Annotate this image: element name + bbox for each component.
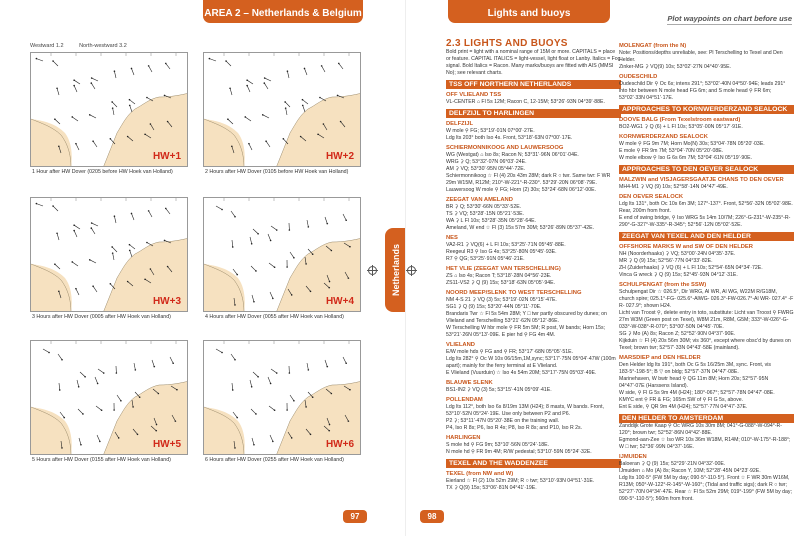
hw-label: HW+5: [152, 439, 181, 450]
light-entry: ZS11-VS2 ⚳ Q (9) 15s; 53°18'·63N 05°05'·94E.: [446, 280, 556, 286]
light-entry: E mole ⚲ FR 9m 7M; 53°04'·70N 05°20'·08E.: [619, 148, 724, 154]
light-entry: W mole ⚲ FG; 53°19'·01N 07°00'·27E.: [446, 128, 535, 134]
right-page: [405, 0, 810, 536]
light-entry: S mole hd ⚲ FG 9m; 53°10'·56N 05°24'·18E.: [446, 442, 550, 448]
light-entry: NM 4-S 21 ⚳ VQ (3) 5s; 53°19'·02N 05°15'·47E.: [446, 297, 557, 303]
subheading: BLAUWE SLENK: [446, 380, 493, 386]
registration-mark-icon: [407, 266, 416, 275]
tidal-stream-chart: [30, 197, 188, 312]
page-number: 97: [343, 510, 367, 523]
tidal-map-icon: [204, 53, 361, 167]
chart-caption: 6 Hours after HW Dover (0255 after HW Hoek van Holland): [205, 457, 344, 463]
region-heading: APPROACHES TO DEN OEVER SEALOCK: [619, 165, 794, 174]
subheading: IJMUIDEN: [619, 454, 647, 460]
hw-label: HW+6: [325, 439, 354, 450]
light-entry: TS ⚳ VQ; 53°28'·15N 05°21'·53E.: [446, 211, 524, 217]
chart-caption: 3 Hours after HW Dover (0005 after HW Hoek van Holland): [32, 314, 171, 320]
light-entry: BS1-IN2 ⚳ VQ (3) 5s; 53°15'·41N 05°09'·41E.: [446, 387, 552, 393]
light-entry: WA ⚳ L Fl 10s; 53°28'·35N 05°28'·64E.: [446, 218, 536, 224]
light-entry: ZS ⌂ Iso 4s; Racon T; 53°18'·28N 04°56'·23E.: [446, 273, 552, 279]
section-header-tab: Lights and buoys: [448, 0, 610, 23]
light-entry: Lauwersoog W mole ⚲ FG; Horn (2) 30s; 53°24'·68N 06°12'·00E.: [446, 187, 597, 193]
light-entry: Zanddijk Grote Kaap ⚲ Oc WRG 10s 30m 8M; 041°-G-088°-W-094°-R-120°; brown twr; 52°52'·86N 04°42'·88E.: [619, 423, 783, 436]
chart-caption: 4 Hours after HW Dover (0055 after HW Hoek van Holland): [205, 314, 344, 320]
subheading: HET VLIE (ZEEGAT VAN TERSCHELLING): [446, 266, 561, 272]
text-column-1: [446, 40, 621, 492]
light-entry: VA2-R1 ⚳ VQ(6) + L Fl 10s; 53°25'·71N 05°45'·88E.: [446, 242, 566, 248]
light-entry: Schiermonnikoog ☆ Fl (4) 20s 43m 28M; dark R ○ twr. Same twr: F WR 29m W15M, R12M; 210°-W-221°-R-230°. 53°29'·20N 06°08'·79E.: [446, 173, 611, 186]
tidal-map-icon: [31, 53, 188, 167]
light-entry: WRG ⚳ Q; 53°32'·07N 06°03'·24E.: [446, 159, 527, 165]
region-heading: TEXEL AND THE WADDENZEE: [446, 459, 621, 468]
text-column-2: [619, 40, 794, 503]
light-entry: ZH (Zuiderhaaks) ⚳ VQ (6) + L Fl 10s; 52°54'·65N 04°34'·72E.: [619, 265, 763, 271]
area-header-tab: AREA 2 – Netherlands & Belgium: [203, 0, 363, 23]
light-entry: WG (Westgat) ⌂ Iso 8s; Racon N; 53°31'·96N 06°01'·04E.: [446, 152, 579, 158]
light-entry: Ldg lts 100·5° (FW 5M by day; 090·5°-110·5°). Front ☆ F WR 30m W16M, R13M; 050°-W-122°-R-145°-W-160°; (Tidal and traffic sigs); dark R ○ twr; 52°27'·70N 04°34'·47E. Rear ☆ Fl 5s 52m 29M; 019°-199° (FW 5M by day; 090·5°-110·5°); 560m from front.: [619, 475, 792, 502]
light-entry: Vinca G wreck ⚳ Q (9) 15s; 52°45'·93N 04°12'·31E.: [619, 272, 738, 278]
light-entry: BR ⚳ Q; 53°30'·66N 05°33'·52E.: [446, 204, 522, 210]
chart-caption: 1 Hour after HW Dover (0205 before HW Hoek van Holland): [32, 169, 173, 175]
light-entry: W side, ⚲ Fl G 5s 9m 4M (H24); 180°-067°; 52°57'·78N 04°47'·08E.: [619, 390, 775, 396]
light-entry: W mole elbow ⚲ Iso G 6s 6m 7M; 53°04'·61N 05°19'·90E.: [619, 155, 753, 161]
light-entry: Ameland, W end ☆ Fl (3) 15s 57m 30M; 53°26'·89N 05°37'·42E.: [446, 225, 595, 231]
light-entry: W Terschelling W hbr mole ⚲ FR 5m 5M; R post, W bands; Horn 15s; 53°21'·26N 05°13'·09E. E pier hd ⚲ FG 4m 4M.: [446, 325, 606, 338]
subheading: VLIELAND: [446, 342, 475, 348]
region-heading: DELFZIJL TO HARLINGEN: [446, 109, 621, 118]
light-entry: P4, Iso R 8s; P6, Iso R 4s; P8, Iso R 8s; and P10, Iso R 2s.: [446, 425, 583, 431]
subheading: NES: [446, 235, 458, 241]
light-entry: Reegeul R3 ⚲ Iso G 4s; 53°25'·80N 05°45'·93E.: [446, 249, 557, 255]
light-entry: Ldg lts 112°, both Iso 6s 8/19m 13M (H24); 8 masts, W bands. Front, 53°10'·52N 05°24'·19E. Use only between P2 and P6.: [446, 404, 604, 417]
light-entry: Brandaris Twr ☆ Fl 5s 54m 28M; Y □ twr partly obscured by dunes; on Vlieland and Terschelling 53°21'·62N 05°12'·86E.: [446, 311, 607, 324]
subheading: OFF VLIELAND TSS: [446, 92, 502, 98]
registration-mark-icon: [368, 266, 377, 275]
light-entry: E end of swing bridge, ⚲ Iso WRG 5s 14m 10/7M; 226°-G-231°-W-235°-R-290°-G-327°-W-335°-R-345°; 52°56'·12N 05°02'·52E.: [619, 215, 791, 228]
light-entry: NH (Noorderhaaks) ⚳ VQ; 53°00'·24N 04°35'·37E.: [619, 251, 736, 257]
subheading: SCHIERMONNIKOOG AND LAUWERSOOG: [446, 145, 564, 151]
light-entry: W mole ⚲ FG 9m 7M; Horn Mo(N) 30s; 53°04'·78N 05°20'·03E.: [619, 141, 765, 147]
plot-waypoints-note: Plot waypoints on chart before use: [667, 14, 792, 23]
region-heading: TSS OFF NORTHERN NETHERLANDS: [446, 80, 621, 89]
light-entry: TX ⚳ Q(9) 15s; 53°06'·81N 04°41'·19E.: [446, 485, 537, 491]
hw-label: HW+3: [152, 296, 181, 307]
light-entry: MR ⚳ Q (9) 15s; 52°56'·77N 04°33'·82E.: [619, 258, 713, 264]
light-entry: AM ⚳ VQ; 53°30'·95N 05°44'·72E.: [446, 166, 526, 172]
light-entry: Baloeran ⚳ Q (9) 15s; 52°29'·21N 04°32'·00E.: [619, 461, 726, 467]
light-entry: E/W mole hds ⚲ FG and ⚲ FR; 53°17'·68N 05°05'·51E.: [446, 349, 574, 355]
light-entry: E Vlieland (Vuurduin) ☆ Iso 4s 54m 20M; 53°17'·75N 05°03'·49E.: [446, 370, 597, 376]
light-entry: Egmond-aan-Zee ☆ Iso WR 10s 36m W18M, R14M; 010°-W-175°-R-188°; W □ twr; 52°36'·99N 04°37'·16E.: [619, 437, 791, 450]
region-heading: ZEEGAT VAN TEXEL AND DEN HELDER: [619, 232, 794, 241]
rates-note: [30, 43, 141, 49]
region-heading: APPROACHES TO KORNWERDERZAND SEALOCK: [619, 105, 794, 114]
chart-caption: 2 Hours after HW Dover (0105 before HW Hoek van Holland): [205, 169, 349, 175]
hw-label: HW+2: [325, 151, 354, 162]
subheading: HARLINGEN: [446, 435, 481, 441]
light-entry: Licht van Troost ⚲, delete entry in toto, substitute: Licht van Troost ⚲ FWRG 27m W3M (Green post on Texel), W8M 21m, R8M, G5M; 333°-W-026°-G-033°-W-038°-R-070°; 53°00'·50N 04°45'·70E.: [619, 310, 794, 330]
subheading: POLLENDAM: [446, 397, 483, 403]
tidal-map-icon: [204, 341, 361, 455]
hw-label: HW+1: [152, 151, 181, 162]
light-entry: KMYC ent ⚲ FR & FG; 165m SW of ⚲ Fl G 5s, above.: [619, 397, 744, 403]
subheading: MALZWIN and VISJAGERSGAATJE CHANS TO DEN OEVER: [619, 177, 784, 183]
section-title: 2.3 LIGHTS AND BUOYS: [446, 38, 568, 49]
light-entry: Ldg lts 203° both Iso 4s. Front, 53°18'·63N 07°00'·17E.: [446, 135, 573, 141]
tidal-stream-chart: [30, 340, 188, 455]
subheading: DOOVE BALG (From Texelstroom eastward): [619, 117, 741, 123]
tidal-map-icon: [204, 198, 361, 312]
light-entry: SG ⚳ Mo (A) 8s; Racon Z; 52°52'·90N 04°37'·90E.: [619, 331, 736, 337]
light-entry: P2 ⚳; 53°11'·47N 05°20'·38E on the training wall.: [446, 418, 560, 424]
light-entry: Den Helder ldg lts 191°, both Oc G 5s 16/25m 3M, sync. Front, vis 183·5°-198·5°; B ▽ on bldg; 52°57'·37N 04°47'·08E.: [619, 362, 772, 375]
rate-northwestward: North-westward 3.2: [79, 43, 127, 49]
subheading: TEXEL (from NW and W): [446, 471, 514, 477]
tidal-stream-chart: [203, 197, 361, 312]
light-entry: Eierland ☆ Fl (2) 10s 52m 29M; R ○ twr; 53°10'·93N 04°51'·31E.: [446, 478, 595, 484]
subheading: SCHULPENGAT (from the SSW): [619, 282, 707, 288]
chapter-side-tab: Netherlands: [385, 228, 407, 312]
subheading: OFFSHORE MARKS W and SW OF DEN HELDER: [619, 244, 753, 250]
subheading: MOLENGAT (from the N): [619, 43, 687, 49]
light-entry: Zinker-MG ⚳ VQ(9) 10s; 53°02'·27N 04°40'·95E.: [619, 64, 731, 70]
light-entry: Ldg lts 282° ⚲ Oc W 10s 06/15m,1M,sync; 53°17'·75N 05°04'·47W (100m apart); mainly for the ferry terminal at E Vlieland.: [446, 356, 616, 369]
light-entry: R7 ⚲ QG; 53°25'·91N 05°46'·21E.: [446, 256, 525, 262]
intro-text: Bold print = light with a nominal range of 15M or more. CAPITALS = place or feature. CAPITAL ITALICS = light-vessel, light float or Lanby. Italics = Fog signal. Bold Italics = Racon. Many marks/buoys are fitted with AIS (MMSI No); see relevant charts.: [446, 49, 621, 76]
light-entry: BO2-WG1 ⚳ Q (6) + L Fl 10s; 53°05'·00N 05°17'·91E.: [619, 124, 743, 130]
subheading: DELFZIJL: [446, 121, 474, 127]
light-entry: Kijkduin ☆ Fl (4) 20s 56m 30M; vis 360°, except where obsc'd by dunes on Texel; brown twr; 52°57'·33N 04°43'·58E (mainland).: [619, 338, 791, 351]
light-entry: Ldg lts 131°, both Oc 10s 6m 3M; 127°-137°. Front, 52°56'·32N 05°02'·98E. Rear, 200m from front.: [619, 201, 793, 214]
subheading: ZEEGAT VAN AMELAND: [446, 197, 513, 203]
light-entry: Ent E side, ⚲ QR 9m 4M (H24); 52°57'·77N 04°47'·37E.: [619, 404, 748, 410]
tidal-stream-chart: [30, 52, 188, 167]
tidal-stream-chart: [203, 52, 361, 167]
light-entry: Oudeschild Dir ⚲ Oc 6s; intens 291°; 53°02'·40N 04°50'·94E; leads 291° into hbr between N mole head FG 6m; and S mole head ⚲ FR 6m; 53°02'·33N 04°51'·17E.: [619, 81, 786, 101]
light-entry: N mole hd ⚲ FR 9m 4M; R/W pedestal; 53°10'·59N 05°24'·32E.: [446, 449, 592, 455]
light-entry: Schulpengat Dir ☆ 026.5°, Dir WRG, Al WR, Al WG, W22M R/G18M, church spire; 025.1°-FG- 025.6°-AlWG- 026.3°-FW-026.7°-Al WR- 027.4° -F R- 027.9°; shown H24.: [619, 289, 794, 309]
light-entry: Marinehaven, W bwtr head ⚲ QG 11m 8M; Horn 20s; 52°57'·95N 04°47'·07E (Harssens Island).: [619, 376, 769, 389]
hw-label: HW+4: [325, 296, 354, 307]
tidal-map-icon: [31, 341, 188, 455]
subheading: OUDESCHILD: [619, 74, 658, 80]
rate-westward: Westward 1.2: [30, 43, 64, 49]
light-entry: VL-CENTER ⌂ Fl 5s 12M; Racon C, 12-15M; 53°26'·93N 04°39'·88E.: [446, 99, 605, 105]
tidal-map-icon: [31, 198, 188, 312]
subheading: KORNWERDERZAND SEALOCK: [619, 134, 708, 140]
chart-caption: 5 Hours after HW Dover (0155 after HW Hoek van Holland): [32, 457, 171, 463]
page-number: 98: [420, 510, 444, 523]
light-entry: MH4-M1 ⚳ VQ (9) 10s; 52°58'·14N 04°47'·49E.: [619, 184, 728, 190]
subheading: DEN OEVER SEALOCK: [619, 194, 684, 200]
light-entry: IJmuiden ⌂ Mo (A) 8s; Racon Y, 10M; 52°28'·45N 04°23'·92E.: [619, 468, 761, 474]
light-entry: Note: Positions/depths unreliable, see: Pl Terschelling to Texel and Den Helder.: [619, 50, 783, 63]
light-entry: SG1 ⚳ Q (9) 15s; 53°20'·44N 05°11'·70E.: [446, 304, 542, 310]
tidal-stream-chart: [203, 340, 361, 455]
region-heading: DEN HELDER TO AMSTERDAM: [619, 414, 794, 423]
subheading: MARSDIEP and DEN HELDER: [619, 355, 701, 361]
subheading: NOORD MEEP/SLENK TO WEST TERSCHELLING: [446, 290, 582, 296]
